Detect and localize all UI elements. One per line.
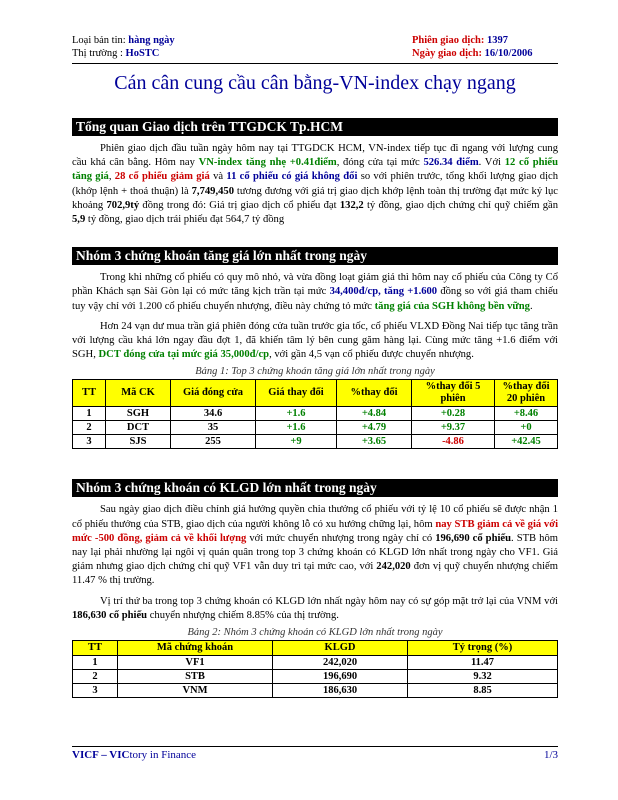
table-row — [73, 684, 558, 698]
text-run: Phiên giao dịch đầu tuần ngày hôm nay tại TTGDCK HCM, VN-index tiếp tục đi ngang với lượng cung cầu khá cân bằng. Hôm nay — [72, 143, 558, 169]
bulletin-type-value: hàng ngày — [128, 35, 175, 46]
column-header: Mã CK — [106, 380, 171, 407]
table-cell: 11.47 — [408, 656, 558, 670]
text-run: 526.34 điểm — [423, 157, 479, 169]
table-cell: +9 — [256, 435, 337, 449]
table-cell: -4.86 — [412, 435, 495, 449]
table-cell: +8.46 — [495, 407, 558, 421]
table-cell: 9.32 — [408, 670, 558, 684]
text-run: 702,9tỷ — [106, 199, 140, 211]
column-header: %thay đổi 5 phiên — [412, 380, 495, 407]
page-number: 1/3 — [543, 749, 558, 761]
table-cell: +0.28 — [412, 407, 495, 421]
table-cell: VNM — [118, 684, 273, 698]
table-row — [73, 435, 558, 449]
table-cell: 2 — [73, 670, 118, 684]
text-run: 7,749,450 — [191, 185, 234, 197]
text-run: 12 cổ phiếu tăng giá — [72, 157, 559, 183]
header-rule — [72, 63, 558, 64]
text-run: . — [529, 300, 533, 312]
table-cell: 1 — [73, 407, 106, 421]
top-gainers-table — [72, 379, 558, 449]
column-header: Giá thay đổi — [256, 380, 337, 407]
text-run: 242,020 — [376, 561, 411, 573]
text-run: , với gần 4,5 vạn cổ phiếu được chuyển nhượng. — [269, 349, 474, 361]
session-value: 1397 — [486, 35, 508, 46]
table-cell: +42.45 — [495, 435, 558, 449]
text-run: tỷ đồng, giao dịch chứng chỉ quỹ chiếm gần — [363, 199, 558, 211]
volume-paragraph-1 — [72, 503, 558, 588]
text-run: so với phiên trước, tổng khối lượng giao dịch (khớp lệnh + thoả thuận) là — [72, 171, 559, 197]
text-run: 5,9 — [72, 214, 86, 226]
column-header: Giá đóng cửa — [171, 380, 256, 407]
table-cell: 1 — [73, 656, 118, 670]
table-cell: 255 — [171, 435, 256, 449]
text-run: 11 cổ phiếu có giá không đổi — [226, 171, 358, 183]
column-header: Mã chứng khoán — [118, 641, 273, 656]
text-run: Trong khi những cổ phiếu có quy mô nhỏ, và vừa đồng loạt giảm giá thì hôm nay cổ phiếu của Công ty Cổ phần Khách sạn Sài Gòn lại có mức tăng kịch trần tại mức — [72, 272, 558, 298]
section-heading-overview: Tổng quan Giao dịch trên TTGDCK Tp.HCM — [72, 118, 558, 136]
table-cell: SJS — [106, 435, 171, 449]
text-run: , đóng cửa tại mức — [336, 157, 424, 169]
text-run: đơn vị quỹ chuyển nhượng chiếm 11.47 % thị trường. — [72, 561, 558, 587]
table-cell: 186,630 — [273, 684, 408, 698]
trade-date: Ngày giao dịch: 16/10/2006 — [412, 48, 533, 59]
page-title: Cán cân cung cầu cân bằng-VN-index chạy ngang — [114, 72, 516, 94]
session-number: Phiên giao dịch: 1397 — [412, 35, 508, 46]
section-heading-top-volume: Nhóm 3 chứng khoán có KLGD lớn nhất trong ngày — [72, 479, 558, 497]
table-cell: 2 — [73, 421, 106, 435]
text-run: 34,400đ/cp, tăng +1.600 — [329, 286, 438, 298]
column-header: TT — [73, 380, 106, 407]
volume-paragraph-2 — [72, 595, 558, 623]
document-page — [72, 34, 558, 698]
text-run: tương đương với giá trị giao dịch khớp lệnh toàn thị trường đạt mức kỷ lục khoảng — [72, 185, 558, 211]
column-header: Tỷ trọng (%) — [408, 641, 558, 656]
table-cell: +4.79 — [337, 421, 412, 435]
text-run: đồng so với giá tham chiếu tuy vậy chỉ với 1.200 cổ phiếu chuyển nhượng, điều này chứng tỏ mức — [72, 286, 558, 312]
table-cell: 34.6 — [171, 407, 256, 421]
text-run: . Với — [478, 157, 505, 169]
text-run: Sau ngày giao dịch điều chỉnh giá hưởng quyền chia thưởng cổ phiếu với tỷ lệ 10 cổ phiếu sẽ được nhận 1 cổ phiếu thưởng của STB, giao dịch của người không lỗ có xu hướng chững lại, hôm — [72, 504, 558, 530]
overview-paragraph — [72, 142, 558, 227]
footer-brand-rest: tory in Finance — [129, 749, 197, 761]
table-header-row — [73, 641, 558, 656]
market-value: HoSTC — [125, 48, 160, 59]
column-header: %thay đổi — [337, 380, 412, 407]
table-cell: 35 — [171, 421, 256, 435]
text-run: 186,630 cổ phiếu — [72, 609, 148, 621]
table-row — [73, 407, 558, 421]
table2-caption: Bảng 2: Nhóm 3 chứng khoán có KLGD lớn nhất trong ngày — [187, 627, 443, 639]
table-cell: STB — [118, 670, 273, 684]
table-cell: DCT — [106, 421, 171, 435]
table-cell: +4.84 — [337, 407, 412, 421]
text-run: tỷ đồng, giao dịch trái phiếu đạt 564,7 tỷ đồng — [85, 214, 285, 226]
text-run: VN-index tăng nhẹ +0.41điểm — [198, 157, 337, 169]
bulletin-meta — [72, 34, 558, 62]
table1-caption: Bảng 1: Top 3 chứng khoán tăng giá lớn nhất trong ngày — [195, 366, 435, 378]
section-heading-top-gainers: Nhóm 3 chứng khoán tăng giá lớn nhất trong ngày — [72, 247, 558, 265]
table-cell: +3.65 — [337, 435, 412, 449]
table-row — [73, 670, 558, 684]
footer-brand: VICF – VIC — [72, 749, 130, 761]
text-run: Hơn 24 vạn dư mua trần giá phiên đóng cửa tuần trước gia tốc, cổ phiếu VLXD Đồng Nai tiếp tục tăng trần với lượng cầu khá lớn ngay đầu đợt 1, đã khiến tâm lý bên cung găm hàng lại. Cùng mức tăng +1.6 điểm với SGH, — [72, 320, 558, 361]
market: Thị trường : HoSTC — [72, 48, 160, 59]
table-cell: VF1 — [118, 656, 273, 670]
table-cell: 3 — [73, 684, 118, 698]
text-run: đồng trong đó: Giá trị giao dịch cổ phiếu đạt — [139, 199, 340, 211]
table-row — [73, 421, 558, 435]
table-cell: +0 — [495, 421, 558, 435]
table-cell: 196,690 — [273, 670, 408, 684]
table-cell: 242,020 — [273, 656, 408, 670]
table-cell: +1.6 — [256, 407, 337, 421]
gainers-paragraph-1 — [72, 271, 558, 314]
table-cell: 3 — [73, 435, 106, 449]
text-run: 28 cổ phiếu giảm giá — [114, 171, 210, 183]
table-cell: 8.85 — [408, 684, 558, 698]
text-run: , — [108, 171, 115, 183]
text-run: DCT đóng cửa tại mức giá 35,000đ/cp — [98, 349, 270, 361]
trade-date-value: 16/10/2006 — [484, 48, 533, 59]
bulletin-type: Loại bản tin: hàng ngày — [72, 35, 175, 46]
gainers-paragraph-2 — [72, 320, 558, 363]
table-cell: SGH — [106, 407, 171, 421]
page-footer — [72, 746, 558, 761]
top-volume-table — [72, 640, 558, 698]
text-run: và — [209, 171, 227, 183]
text-run: với mức chuyển nhượng trong ngày chỉ có — [246, 532, 436, 544]
table-cell: +9.37 — [412, 421, 495, 435]
table-row — [73, 656, 558, 670]
text-run: tăng giá của SGH không bền vững — [374, 300, 530, 312]
text-run: . STB hôm nay lại phải nhường lại ngôi vị quán quân trong top 3 chứng khoán có KLGD lớn nhất trong ngày cho VF1. Giá giảm nhưng giao dịch chứng chỉ quỹ VF1 vẫn duy trì tại mức cao, với — [72, 532, 558, 573]
text-run: Vị trí thứ ba trong top 3 chứng khoán có KLGD lớn nhất ngày hôm nay có sự góp mặt trở lại của VNM với — [100, 595, 558, 607]
text-run: nay STB giảm cả về giá với mức -500 đồng, giảm cả về khối lượng — [72, 518, 559, 544]
text-run: chuyển nhượng chiếm 8.85% của thị trường. — [147, 609, 339, 621]
column-header: %thay đổi 20 phiên — [495, 380, 558, 407]
text-run: 196,690 cổ phiếu — [435, 532, 512, 544]
table-cell: +1.6 — [256, 421, 337, 435]
text-run: 132,2 — [339, 199, 364, 211]
table-header-row — [73, 380, 558, 407]
column-header: TT — [73, 641, 118, 656]
column-header: KLGD — [273, 641, 408, 656]
